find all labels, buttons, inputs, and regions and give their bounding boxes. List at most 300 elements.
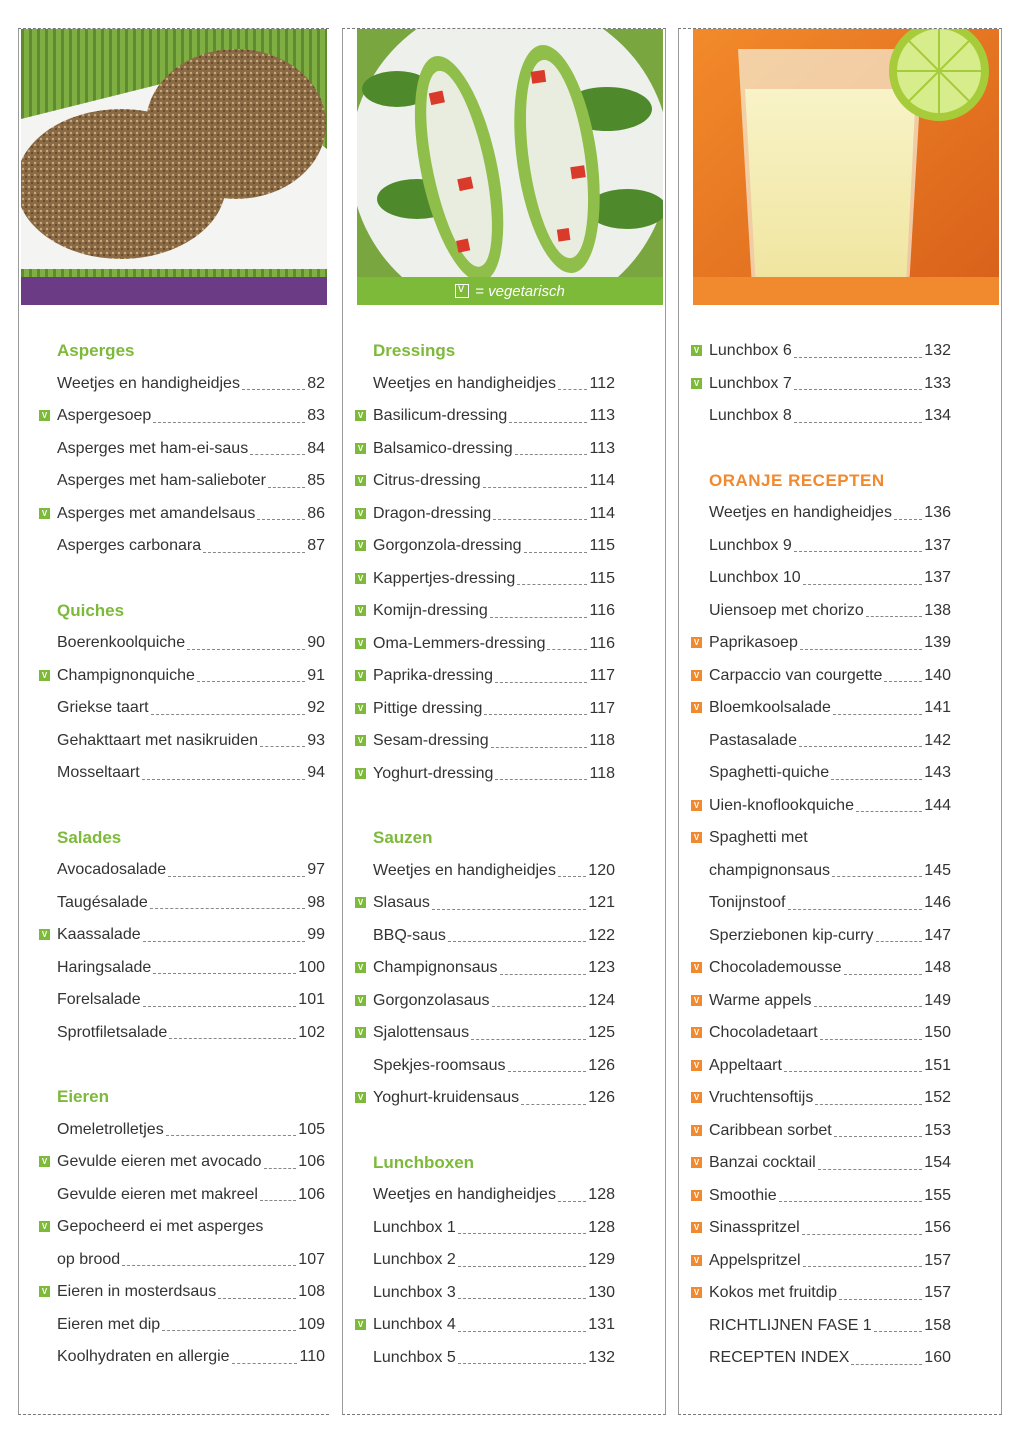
- index-entry[interactable]: [709, 697, 951, 719]
- drink-photo: [693, 29, 999, 305]
- index-entry[interactable]: [709, 730, 951, 752]
- leader-dots: [884, 681, 922, 682]
- leader-dots: [818, 1169, 923, 1170]
- vegetarian-mark-icon: V: [355, 962, 366, 973]
- page-number: 126: [588, 1089, 615, 1106]
- index-entry[interactable]: [709, 405, 951, 427]
- index-entry[interactable]: [57, 632, 325, 654]
- leader-dots: [458, 1233, 587, 1234]
- leader-dots: [517, 584, 587, 585]
- index-entry[interactable]: [373, 470, 615, 492]
- page-number: 82: [307, 374, 325, 392]
- index-entry[interactable]: [373, 860, 615, 882]
- leader-dots: [856, 811, 922, 812]
- index-entry[interactable]: [373, 1055, 615, 1077]
- index-entry[interactable]: [373, 503, 615, 525]
- index-entry[interactable]: [57, 1314, 325, 1336]
- page-number: 105: [298, 1120, 325, 1138]
- entry-name: Weetjes en handigheidjes: [373, 861, 556, 879]
- index-entry[interactable]: [57, 470, 325, 492]
- page-number: 121: [588, 894, 615, 911]
- index-entry[interactable]: [709, 957, 951, 979]
- vegetarian-mark-icon: V: [355, 768, 366, 779]
- index-entry[interactable]: [57, 405, 325, 427]
- entry-name: Citrus-dressing: [373, 472, 481, 489]
- index-entry[interactable]: [709, 1347, 951, 1369]
- entry-name: Weetjes en handigheidjes: [373, 374, 556, 392]
- page-number: 143: [924, 764, 951, 781]
- page-number: 115: [589, 537, 615, 554]
- column-1: [18, 28, 329, 1415]
- entry-name: champignonsaus: [709, 861, 830, 879]
- leader-dots: [203, 552, 305, 553]
- leader-dots: [218, 1298, 296, 1299]
- index-entry[interactable]: [57, 1119, 325, 1141]
- vegetarian-mark-icon: V: [355, 475, 366, 486]
- index-entry[interactable]: [709, 665, 951, 687]
- leader-dots: [851, 1364, 922, 1365]
- vegetarian-mark-icon: V: [355, 540, 366, 551]
- leader-dots: [153, 422, 305, 423]
- entry-name: Spekjes-roomsaus: [373, 1056, 506, 1074]
- vegetarian-mark-icon: V: [691, 1287, 702, 1298]
- index-entry[interactable]: [57, 1151, 325, 1173]
- index-entry[interactable]: [709, 502, 951, 524]
- index-entry[interactable]: [709, 1315, 951, 1337]
- index-entry[interactable]: [57, 1216, 325, 1238]
- entry-name: Banzai cocktail: [709, 1154, 816, 1171]
- vegetarian-mark-icon: V: [39, 410, 50, 421]
- vegetarian-mark-icon: V: [691, 670, 702, 681]
- entry-name: Bloemkoolsalade: [709, 699, 831, 716]
- entry-name: Boerenkoolquiche: [57, 634, 186, 651]
- entry-name: Uien-knoflookquiche: [709, 796, 854, 814]
- index-entry[interactable]: [57, 762, 325, 784]
- entry-name: Asperges carbonara: [57, 537, 202, 554]
- leader-dots: [831, 779, 922, 780]
- index-entry[interactable]: [57, 1346, 325, 1368]
- leader-dots: [788, 909, 923, 910]
- leader-dots: [558, 389, 588, 390]
- index-entry[interactable]: [373, 892, 615, 914]
- index-entry[interactable]: [57, 665, 325, 687]
- column-3: [678, 28, 1002, 1415]
- leader-dots: [151, 714, 306, 715]
- page-number: 132: [588, 1348, 615, 1366]
- leader-dots: [166, 1135, 297, 1136]
- vegetarian-mark-icon: V: [691, 1060, 702, 1071]
- index-entry[interactable]: [709, 1152, 951, 1174]
- entry-name: op brood: [57, 1250, 121, 1268]
- leader-dots: [815, 1104, 922, 1105]
- page-number: 154: [924, 1154, 951, 1171]
- index-entry[interactable]: [57, 1249, 325, 1271]
- entry-name: Lunchbox 2: [373, 1251, 456, 1268]
- page-number: 83: [307, 407, 325, 424]
- leader-dots: [458, 1298, 587, 1299]
- vegetarian-mark-icon: V: [39, 670, 50, 681]
- vegetarian-mark-icon: V: [355, 1092, 366, 1103]
- vegetarian-mark-icon: V: [355, 638, 366, 649]
- entry-name: Forelsalade: [57, 991, 141, 1008]
- page-number: 138: [924, 601, 951, 619]
- index-entry[interactable]: [709, 892, 951, 914]
- section-heading: Dressings: [373, 341, 456, 360]
- leader-dots: [779, 1201, 923, 1202]
- vegetarian-mark-icon: V: [691, 1125, 702, 1136]
- index-entry[interactable]: [709, 990, 951, 1012]
- entry-name: Koolhydraten en allergie: [57, 1348, 230, 1365]
- entry-name: RECEPTEN INDEX: [709, 1349, 850, 1366]
- page-number: 139: [924, 634, 951, 651]
- index-entry[interactable]: [709, 762, 951, 784]
- leader-dots: [832, 876, 922, 877]
- page-number: 142: [924, 731, 951, 749]
- vegetarian-mark-icon: V: [355, 897, 366, 908]
- entry-name: BBQ-saus: [373, 926, 446, 944]
- entry-name: Gehakttaart met nasikruiden: [57, 731, 258, 749]
- page-number: 114: [589, 504, 615, 522]
- leader-dots: [558, 1201, 586, 1202]
- entry-name: Lunchbox 4: [373, 1316, 456, 1333]
- page-number: 137: [924, 569, 951, 586]
- vegetarian-mark-icon: V: [39, 1286, 50, 1297]
- crackers-photo: [21, 29, 327, 305]
- entry-name: Sjalottensaus: [373, 1024, 470, 1041]
- leader-dots: [143, 941, 306, 942]
- leader-dots: [876, 941, 923, 942]
- entry-name: Balsamico-dressing: [373, 439, 513, 457]
- index-entry[interactable]: [709, 1185, 951, 1207]
- index-entry[interactable]: [57, 1184, 325, 1206]
- vegetarian-mark-icon: V: [355, 1319, 366, 1330]
- index-entry[interactable]: [57, 957, 325, 979]
- entry-name: Basilicum-dressing: [373, 407, 508, 424]
- index-entry[interactable]: [709, 600, 951, 622]
- index-entry[interactable]: [57, 1022, 325, 1044]
- index-entry[interactable]: [57, 1281, 325, 1303]
- page-number: 130: [588, 1283, 615, 1301]
- entry-name: Asperges met ham-ei-saus: [57, 439, 249, 457]
- entry-name: Sinasspritzel: [709, 1219, 800, 1236]
- entry-name: Appeltaart: [709, 1056, 782, 1074]
- page-number: 92: [307, 699, 325, 716]
- index-entry[interactable]: [373, 1249, 615, 1271]
- entry-name: Sprotfiletsalade: [57, 1023, 168, 1041]
- page-number: 120: [588, 861, 615, 879]
- vegetarian-mark-icon: V: [355, 703, 366, 714]
- leader-dots: [142, 779, 306, 780]
- page-number: 133: [924, 374, 951, 392]
- index-entry[interactable]: [373, 665, 615, 687]
- leader-dots: [458, 1331, 587, 1332]
- entry-name: Spaghetti met: [709, 829, 808, 846]
- page-number: 114: [589, 472, 615, 489]
- page-number: 132: [924, 342, 951, 359]
- index-entry[interactable]: [373, 730, 615, 752]
- entry-name: Vruchtensoftijs: [709, 1089, 814, 1106]
- index-entry[interactable]: [709, 373, 951, 395]
- index-entry[interactable]: [57, 892, 325, 914]
- leader-dots: [814, 1006, 923, 1007]
- index-entry[interactable]: [373, 405, 615, 427]
- entry-name: Lunchbox 3: [373, 1283, 456, 1301]
- vegetarian-mark-icon: V: [691, 1027, 702, 1038]
- vegetarian-mark-icon: V: [691, 345, 702, 356]
- leader-dots: [268, 487, 305, 488]
- leader-dots: [264, 1168, 297, 1169]
- page-number: 131: [588, 1316, 615, 1333]
- vegetarian-mark-icon: [455, 284, 469, 298]
- legend-bar: [357, 277, 663, 305]
- index-entry[interactable]: [373, 925, 615, 947]
- entry-name: Champignonsaus: [373, 959, 498, 976]
- leader-dots: [803, 1266, 923, 1267]
- vegetarian-mark-icon: V: [691, 832, 702, 843]
- leader-dots: [458, 1266, 587, 1267]
- entry-name: Oma-Lemmers-dressing: [373, 634, 546, 652]
- entry-name: Gevulde eieren met avocado: [57, 1153, 262, 1170]
- page-number: 90: [307, 634, 325, 651]
- leader-dots: [257, 519, 305, 520]
- leader-dots: [162, 1330, 296, 1331]
- page-number: 101: [298, 991, 325, 1008]
- entry-name: Kaassalade: [57, 926, 141, 943]
- vegetarian-mark-icon: V: [691, 1092, 702, 1103]
- index-entry[interactable]: [709, 1087, 951, 1109]
- leader-dots: [448, 941, 586, 942]
- index-entry[interactable]: [709, 1282, 951, 1304]
- entry-name: Yoghurt-dressing: [373, 764, 494, 782]
- entry-name: Lunchbox 6: [709, 342, 792, 359]
- index-entry[interactable]: [373, 600, 615, 622]
- page-number: 157: [924, 1251, 951, 1269]
- index-entry[interactable]: [373, 1087, 615, 1109]
- leader-dots: [839, 1299, 922, 1300]
- index-entry[interactable]: [709, 1217, 951, 1239]
- leader-dots: [458, 1363, 587, 1364]
- index-entry[interactable]: [709, 1120, 951, 1142]
- index-entry[interactable]: [373, 957, 615, 979]
- leader-dots: [508, 1071, 587, 1072]
- section-heading: Sauzen: [373, 828, 433, 847]
- page-number: 99: [307, 926, 325, 943]
- entry-name: Sperziebonen kip-curry: [709, 926, 874, 944]
- index-entry[interactable]: [57, 989, 325, 1011]
- purple-bar: [21, 277, 327, 305]
- vegetarian-mark-icon: V: [355, 443, 366, 454]
- page-number: 145: [924, 861, 951, 879]
- index-entry[interactable]: [57, 503, 325, 525]
- index-entry[interactable]: [57, 730, 325, 752]
- page-number: 156: [924, 1219, 951, 1236]
- index-entry[interactable]: [373, 1314, 615, 1336]
- index-entry[interactable]: [373, 698, 615, 720]
- leader-dots: [800, 649, 922, 650]
- leader-dots: [250, 454, 305, 455]
- index-entry[interactable]: [709, 632, 951, 654]
- entry-name: Gorgonzola-dressing: [373, 537, 522, 554]
- page-number: 152: [924, 1089, 951, 1106]
- index-entry[interactable]: [57, 373, 325, 395]
- entry-name: Weetjes en handigheidjes: [373, 1186, 556, 1203]
- index-entry[interactable]: [709, 1055, 951, 1077]
- entry-name: Chocoladetaart: [709, 1024, 818, 1041]
- index-entry[interactable]: [709, 827, 951, 849]
- page-number: 144: [924, 796, 951, 814]
- page-number: 140: [924, 666, 951, 684]
- leader-dots: [844, 974, 923, 975]
- leader-dots: [894, 519, 922, 520]
- leader-dots: [143, 1006, 297, 1007]
- index-entry[interactable]: [709, 535, 951, 557]
- index-entry[interactable]: [373, 633, 615, 655]
- index-entry[interactable]: [57, 859, 325, 881]
- vegetarian-mark-icon: V: [691, 962, 702, 973]
- page-number: 84: [307, 439, 325, 457]
- column-2: [342, 28, 666, 1415]
- entry-name: Carpaccio van courgette: [709, 666, 883, 684]
- vegetarian-mark-icon: V: [691, 995, 702, 1006]
- index-entry[interactable]: [709, 1022, 951, 1044]
- index-entry[interactable]: [373, 1217, 615, 1239]
- leader-dots: [803, 584, 923, 585]
- page-number: 97: [307, 861, 325, 878]
- index-entry[interactable]: [373, 1022, 615, 1044]
- leader-dots: [558, 876, 586, 877]
- entry-name: Lunchbox 7: [709, 374, 792, 392]
- section-heading: Asperges: [57, 341, 135, 360]
- page-number: 115: [589, 569, 615, 587]
- page-number: 136: [924, 504, 951, 521]
- index-entry[interactable]: [373, 763, 615, 785]
- leader-dots: [794, 422, 923, 423]
- index-entry[interactable]: [709, 340, 951, 362]
- section-heading: Salades: [57, 827, 122, 847]
- vegetarian-mark-icon: V: [39, 929, 50, 940]
- leader-dots: [168, 876, 305, 877]
- page-number: 134: [924, 407, 951, 424]
- page-number: 129: [588, 1251, 615, 1268]
- vegetarian-mark-icon: V: [355, 605, 366, 616]
- page-number: 113: [589, 439, 615, 457]
- index-entry[interactable]: [709, 925, 951, 947]
- leader-dots: [874, 1331, 923, 1332]
- entry-name: Dragon-dressing: [373, 504, 492, 522]
- index-entry[interactable]: [373, 438, 615, 460]
- leader-dots: [820, 1039, 923, 1040]
- page-number: 87: [307, 537, 325, 554]
- vegetarian-mark-icon: V: [691, 378, 702, 389]
- page-number: 108: [298, 1283, 325, 1300]
- index-entry[interactable]: [709, 795, 951, 817]
- index-entry[interactable]: [373, 373, 615, 395]
- leader-dots: [547, 649, 587, 650]
- entry-name: Weetjes en handigheidjes: [57, 374, 240, 392]
- index-entry[interactable]: [709, 860, 951, 882]
- entry-name: Pittige dressing: [373, 699, 483, 717]
- leader-dots: [150, 908, 305, 909]
- page-number: 147: [924, 926, 951, 944]
- page-number: 94: [307, 764, 325, 781]
- page-number: 93: [307, 731, 325, 749]
- entry-name: Caribbean sorbet: [709, 1121, 832, 1139]
- index-entry[interactable]: [57, 697, 325, 719]
- entry-name: Spaghetti-quiche: [709, 764, 830, 781]
- leader-dots: [515, 454, 588, 455]
- index-entry[interactable]: [373, 535, 615, 557]
- index-entry[interactable]: [373, 1282, 615, 1304]
- index-entry[interactable]: [57, 924, 325, 946]
- leader-dots: [833, 714, 922, 715]
- index-entry[interactable]: [373, 990, 615, 1012]
- entry-name: Kappertjes-dressing: [373, 569, 516, 587]
- leader-dots: [153, 973, 296, 974]
- index-entry[interactable]: [709, 1250, 951, 1272]
- vegetarian-mark-icon: V: [355, 995, 366, 1006]
- page-number: 98: [307, 893, 325, 911]
- page-number: 125: [588, 1024, 615, 1041]
- entry-name: Eieren in mosterdsaus: [57, 1283, 217, 1300]
- leader-dots: [794, 551, 923, 552]
- leader-dots: [484, 714, 587, 715]
- entry-name: Slasaus: [373, 894, 430, 911]
- index-entry[interactable]: [57, 438, 325, 460]
- entry-name: Asperges met amandelsaus: [57, 504, 256, 522]
- entry-name: Lunchbox 5: [373, 1348, 456, 1366]
- leader-dots: [784, 1071, 922, 1072]
- entry-name: Chocolademousse: [709, 959, 842, 976]
- leader-dots: [500, 974, 587, 975]
- page-number: 160: [924, 1349, 951, 1366]
- section-heading: ORANJE RECEPTEN: [709, 470, 885, 490]
- page-number: 107: [298, 1250, 325, 1268]
- index-entry[interactable]: [373, 1347, 615, 1369]
- vegetarian-mark-icon: V: [39, 1156, 50, 1167]
- page-number: 102: [298, 1023, 325, 1041]
- vegetarian-mark-icon: V: [691, 637, 702, 648]
- leader-dots: [495, 779, 587, 780]
- page-number: 91: [307, 666, 325, 684]
- leader-dots: [187, 649, 305, 650]
- index-entry[interactable]: [57, 535, 325, 557]
- entry-name: Eieren met dip: [57, 1315, 161, 1333]
- entry-name: Paprika-dressing: [373, 667, 494, 684]
- leader-dots: [834, 1136, 923, 1137]
- page-number: 141: [924, 699, 951, 716]
- page-number: 109: [298, 1315, 325, 1333]
- entry-name: Lunchbox 10: [709, 569, 801, 586]
- entry-name: Champignonquiche: [57, 666, 195, 684]
- index-entry[interactable]: [709, 567, 951, 589]
- leader-dots: [493, 519, 587, 520]
- leader-dots: [490, 617, 588, 618]
- entry-name: Kokos met fruitdip: [709, 1284, 838, 1301]
- leader-dots: [483, 487, 588, 488]
- vegetarian-mark-icon: V: [39, 1221, 50, 1232]
- page-number: 110: [299, 1348, 325, 1365]
- page-number: 149: [924, 991, 951, 1009]
- leader-dots: [122, 1265, 296, 1266]
- vegetarian-mark-icon: V: [39, 508, 50, 519]
- page-number: 86: [307, 504, 325, 522]
- entry-name: Omeletrolletjes: [57, 1120, 164, 1138]
- orange-bar: [693, 277, 999, 305]
- index-entry[interactable]: [373, 1184, 615, 1206]
- entry-name: Pastasalade: [709, 731, 798, 749]
- page-number: 100: [298, 958, 325, 976]
- index-entry[interactable]: [373, 568, 615, 590]
